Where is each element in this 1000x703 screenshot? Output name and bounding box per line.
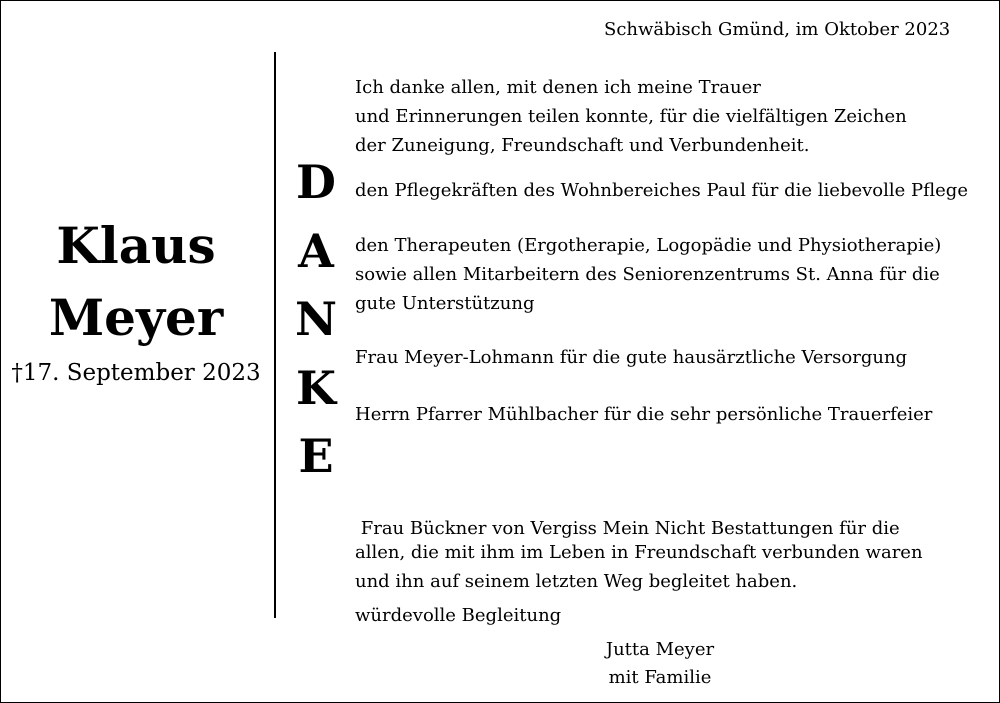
paragraph-line: den Therapeuten (Ergotherapie, Logopädie und Physiotherapie) — [355, 235, 942, 256]
place-date: Schwäbisch Gmünd, im Oktober 2023 — [604, 19, 951, 40]
paragraph-line: den Pflegekräften des Wohnbereiches Paul für die liebevolle Pflege — [355, 180, 968, 201]
signature — [560, 636, 760, 692]
danke-vertical-word — [288, 148, 344, 491]
thanks-paragraph-friends — [355, 538, 923, 596]
thanks-paragraph-pastor — [355, 400, 932, 429]
paragraph-line: gute Unterstützung — [355, 293, 535, 314]
paragraph-line: der Zuneigung, Freundschaft und Verbundenheit. — [355, 135, 810, 156]
paragraph-line: und Erinnerungen teilen konnte, für die vielfältigen Zeichen — [355, 106, 907, 127]
deceased-block — [0, 210, 272, 386]
signature-family: mit Familie — [608, 667, 712, 688]
last-name: Meyer — [48, 288, 224, 347]
paragraph-line: Frau Bückner von Vergiss Mein Nicht Bestattungen für die — [355, 518, 900, 539]
danke-letter: D — [296, 155, 336, 209]
signature-name: Jutta Meyer — [605, 639, 715, 660]
death-date: †17. September 2023 — [11, 360, 261, 386]
paragraph-line: Herrn Pfarrer Mühlbacher für die sehr persönliche Trauerfeier — [355, 404, 933, 425]
paragraph-line: und ihn auf seinem letzten Weg begleitet haben. — [355, 571, 798, 592]
danke-letter: K — [296, 360, 336, 415]
vertical-divider — [274, 52, 276, 618]
paragraph-line: allen, die mit ihm im Leben in Freundschaft verbunden waren — [355, 542, 923, 563]
thanks-paragraph-therapists — [355, 231, 941, 318]
thanks-paragraph-care-staff — [355, 176, 968, 205]
danke-letter: E — [298, 429, 334, 483]
thanks-paragraph-doctor — [355, 343, 907, 372]
paragraph-line: Ich danke allen, mit denen ich meine Trauer — [355, 77, 761, 98]
first-name: Klaus — [56, 216, 216, 275]
danke-letter: A — [298, 223, 334, 278]
danke-letter: N — [294, 292, 338, 346]
paragraph-line: sowie allen Mitarbeitern des Seniorenzentrums St. Anna für die — [355, 264, 940, 285]
paragraph-line: Frau Meyer-Lohmann für die gute hausärztliche Versorgung — [355, 347, 908, 368]
paragraph-line: würdevolle Begleitung — [355, 605, 562, 626]
thanks-paragraph-intro — [355, 73, 907, 160]
